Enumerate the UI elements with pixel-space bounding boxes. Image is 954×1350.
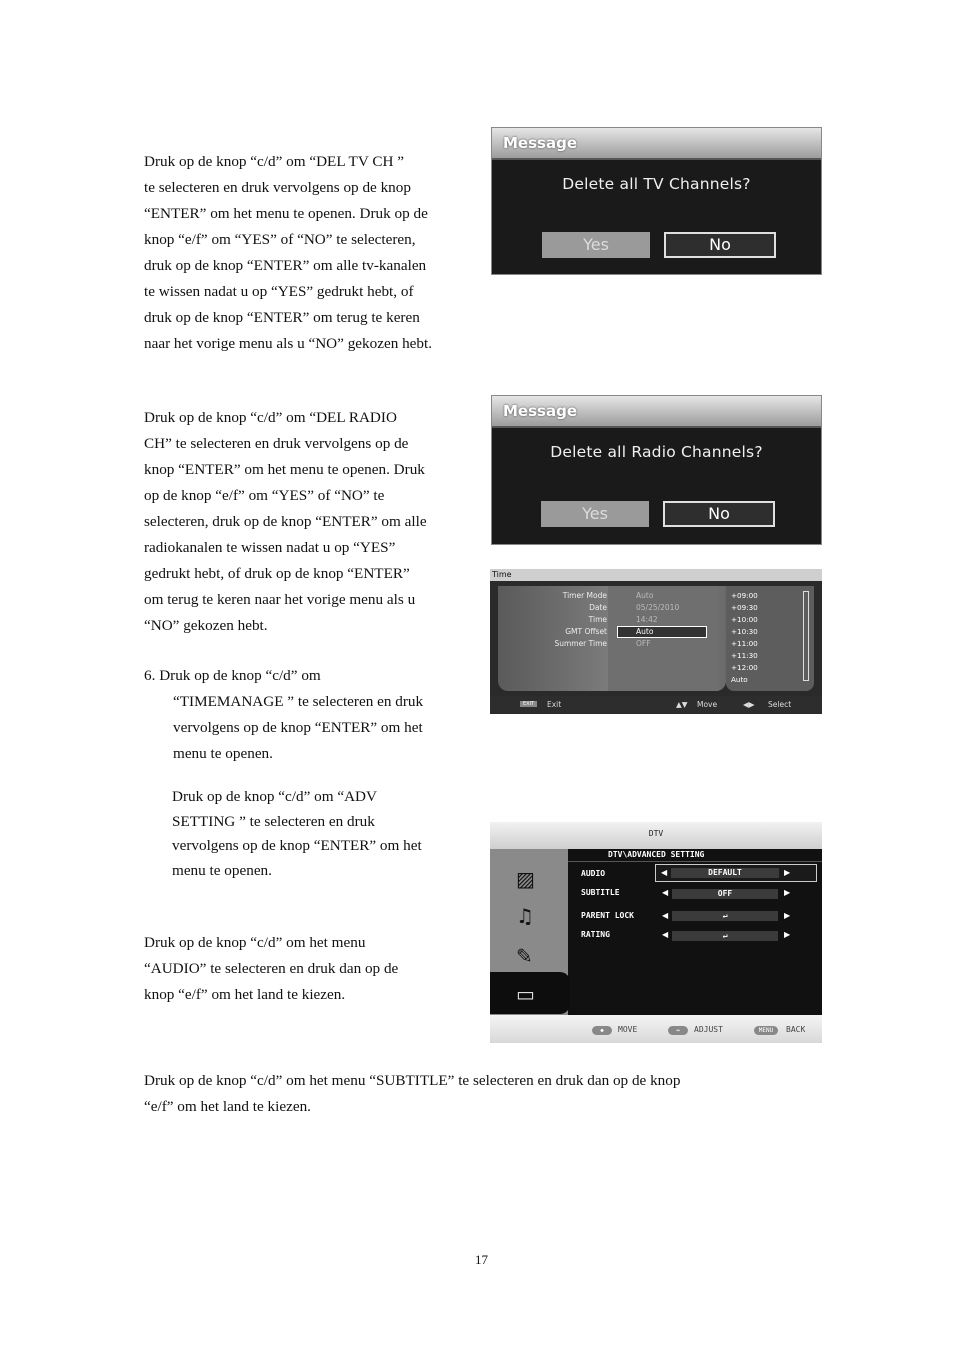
scrollbar[interactable]: [803, 591, 809, 681]
text-adv-setting: [172, 785, 422, 883]
subtitle-label: SUBTITLE: [581, 888, 620, 897]
text-line: radiokanalen te wissen nadat u op “YES”: [144, 539, 396, 556]
dialog-question: Delete all Radio Channels?: [550, 443, 763, 461]
adjust-key-icon: ↔: [668, 1026, 688, 1035]
move-hint: Move: [697, 700, 718, 709]
text-del-tv: [144, 149, 432, 357]
arrow-left-icon[interactable]: ◀: [662, 930, 669, 939]
tv-icon[interactable]: ▭: [516, 982, 535, 1006]
leftright-arrows-icon: ◀▶: [743, 700, 755, 709]
text-line: Druk op de knop “c/d” om “DEL TV CH ”: [144, 153, 404, 170]
page-number: 17: [475, 1252, 488, 1267]
row-label: Timer Mode: [562, 591, 607, 600]
music-icon[interactable]: ♫: [516, 904, 534, 928]
text-line: gedrukt hebt, of druk op de knop “ENTER”: [144, 565, 410, 582]
row-value[interactable]: Auto: [636, 591, 654, 600]
text-line: druk op de knop “ENTER” om terug te keren: [144, 309, 420, 326]
audio-value: DEFAULT: [708, 868, 742, 877]
list-item[interactable]: +12:00: [731, 663, 758, 672]
dtv-title: DTV: [490, 822, 822, 849]
text-line: “e/f” om het land te kiezen.: [144, 1098, 311, 1115]
row-value[interactable]: Auto: [636, 627, 654, 636]
dialog-question: Delete all TV Channels?: [562, 175, 751, 193]
text-line: CH” te selecteren en druk vervolgens op de: [144, 435, 409, 452]
dialog-delete-radio: [491, 395, 822, 545]
yes-button[interactable]: Yes: [541, 501, 649, 527]
picture-icon[interactable]: ▨: [516, 867, 535, 891]
rating-label: RATING: [581, 930, 610, 939]
move-hint: MOVE: [618, 1025, 638, 1034]
row-label: GMT Offset: [565, 627, 607, 636]
yes-button[interactable]: Yes: [542, 232, 650, 258]
subtitle-value: OFF: [717, 889, 733, 898]
text-line: “NO” gekozen hebt.: [144, 617, 268, 634]
divider: [568, 861, 822, 862]
exit-hint: Exit: [547, 700, 562, 709]
parent-lock-label: PARENT LOCK: [581, 911, 634, 920]
enter-icon: ↵: [722, 911, 728, 920]
text-line: selecteren, druk op de knop “ENTER” om alle: [144, 513, 427, 530]
arrow-right-icon[interactable]: ▶: [784, 930, 791, 939]
time-menu-title: Time: [490, 569, 822, 581]
text-line: vervolgens op de knop “ENTER” om het: [173, 719, 423, 736]
text-line: te wissen nadat u op “YES” gedrukt hebt, of: [144, 283, 414, 300]
menu-key-icon: MENU: [754, 1026, 778, 1035]
list-item[interactable]: +10:00: [731, 615, 758, 624]
text-line: Druk op de knop “c/d” om “ADV: [172, 788, 377, 805]
arrow-right-icon[interactable]: ▶: [784, 868, 791, 877]
row-value[interactable]: OFF: [636, 639, 651, 648]
arrow-left-icon[interactable]: ◀: [662, 888, 669, 897]
arrow-left-icon[interactable]: ◀: [661, 868, 668, 877]
row-label: Date: [589, 603, 607, 612]
select-hint: Select: [768, 700, 792, 709]
updown-arrows-icon: ▲▼: [676, 700, 688, 709]
text-line: om terug te keren naar het vorige menu als u: [144, 591, 416, 608]
settings-icon[interactable]: ✎: [516, 944, 533, 968]
exit-key-icon: EXIT: [520, 701, 537, 707]
enter-icon: ↵: [722, 931, 728, 940]
list-item[interactable]: +11:30: [731, 651, 758, 660]
text-line: naar het vorige menu als u “NO” gekozen hebt.: [144, 335, 433, 352]
text-del-radio: [144, 405, 427, 639]
text-line: Druk op de knop “c/d” om het menu: [144, 934, 366, 951]
text-line: 6. Druk op de knop “c/d” om: [144, 667, 321, 684]
text-line: knop “ENTER” om het menu te openen. Druk: [144, 461, 425, 478]
text-line: te selecteren en druk vervolgens op de knop: [144, 179, 411, 196]
text-audio: [144, 930, 398, 1008]
text-timemanage: [144, 663, 423, 767]
move-key-icon: ◆: [592, 1026, 612, 1035]
dialog-title: Message: [492, 128, 821, 160]
text-subtitle: [144, 1068, 680, 1120]
text-line: Druk op de knop “c/d” om het menu “SUBTITLE” te selecteren en druk dan op de knop: [144, 1072, 681, 1089]
text-line: menu te openen.: [172, 861, 272, 879]
no-button[interactable]: No: [664, 232, 776, 258]
text-line: knop “e/f” om het land te kiezen.: [144, 986, 346, 1003]
list-item[interactable]: +11:00: [731, 639, 758, 648]
text-line: SETTING ” te selecteren en druk: [172, 812, 375, 830]
dialog-delete-tv: [491, 127, 822, 275]
arrow-right-icon[interactable]: ▶: [784, 911, 791, 920]
time-menu: [490, 569, 822, 714]
menu-header: DTV\ADVANCED SETTING: [608, 850, 705, 859]
no-button[interactable]: No: [663, 501, 775, 527]
text-line: druk op de knop “ENTER” om alle tv-kanalen: [144, 257, 427, 274]
arrow-left-icon[interactable]: ◀: [662, 911, 669, 920]
subtitle-field[interactable]: [672, 889, 778, 899]
list-item[interactable]: Auto: [731, 675, 748, 684]
values-panel: [608, 586, 718, 691]
audio-label: AUDIO: [581, 869, 606, 878]
row-label: Time: [588, 615, 607, 624]
list-item[interactable]: +10:30: [731, 627, 758, 636]
text-line: Druk op de knop “c/d” om “DEL RADIO: [144, 409, 397, 426]
audio-field[interactable]: [655, 864, 817, 882]
adjust-hint: ADJUST: [694, 1025, 723, 1034]
text-line: “AUDIO” te selecteren en druk dan op de: [144, 960, 399, 977]
text-line: “ENTER” om het menu te openen. Druk op de: [144, 205, 428, 222]
row-value[interactable]: 05/25/2010: [636, 603, 680, 612]
selected-row-highlight: [617, 626, 707, 638]
dtv-advanced-setting-menu: [490, 822, 822, 1043]
row-value[interactable]: 14:42: [636, 615, 658, 624]
text-line: op de knop “e/f” om “YES” of “NO” te: [144, 487, 385, 504]
text-line: vervolgens op de knop “ENTER” om het: [172, 837, 422, 854]
dialog-title: Message: [492, 396, 821, 428]
parent-lock-field[interactable]: [672, 911, 778, 921]
rating-field[interactable]: [672, 931, 778, 941]
text-line: “TIMEMANAGE ” te selecteren en druk: [173, 693, 424, 710]
back-hint: BACK: [786, 1025, 806, 1034]
text-line: menu te openen.: [173, 745, 273, 762]
arrow-right-icon[interactable]: ▶: [784, 888, 791, 897]
text-line: knop “e/f” om “YES” of “NO” te selecteren,: [144, 231, 416, 248]
row-label: Summer Time: [554, 639, 607, 648]
list-item[interactable]: +09:00: [731, 591, 758, 600]
list-item[interactable]: +09:30: [731, 603, 758, 612]
